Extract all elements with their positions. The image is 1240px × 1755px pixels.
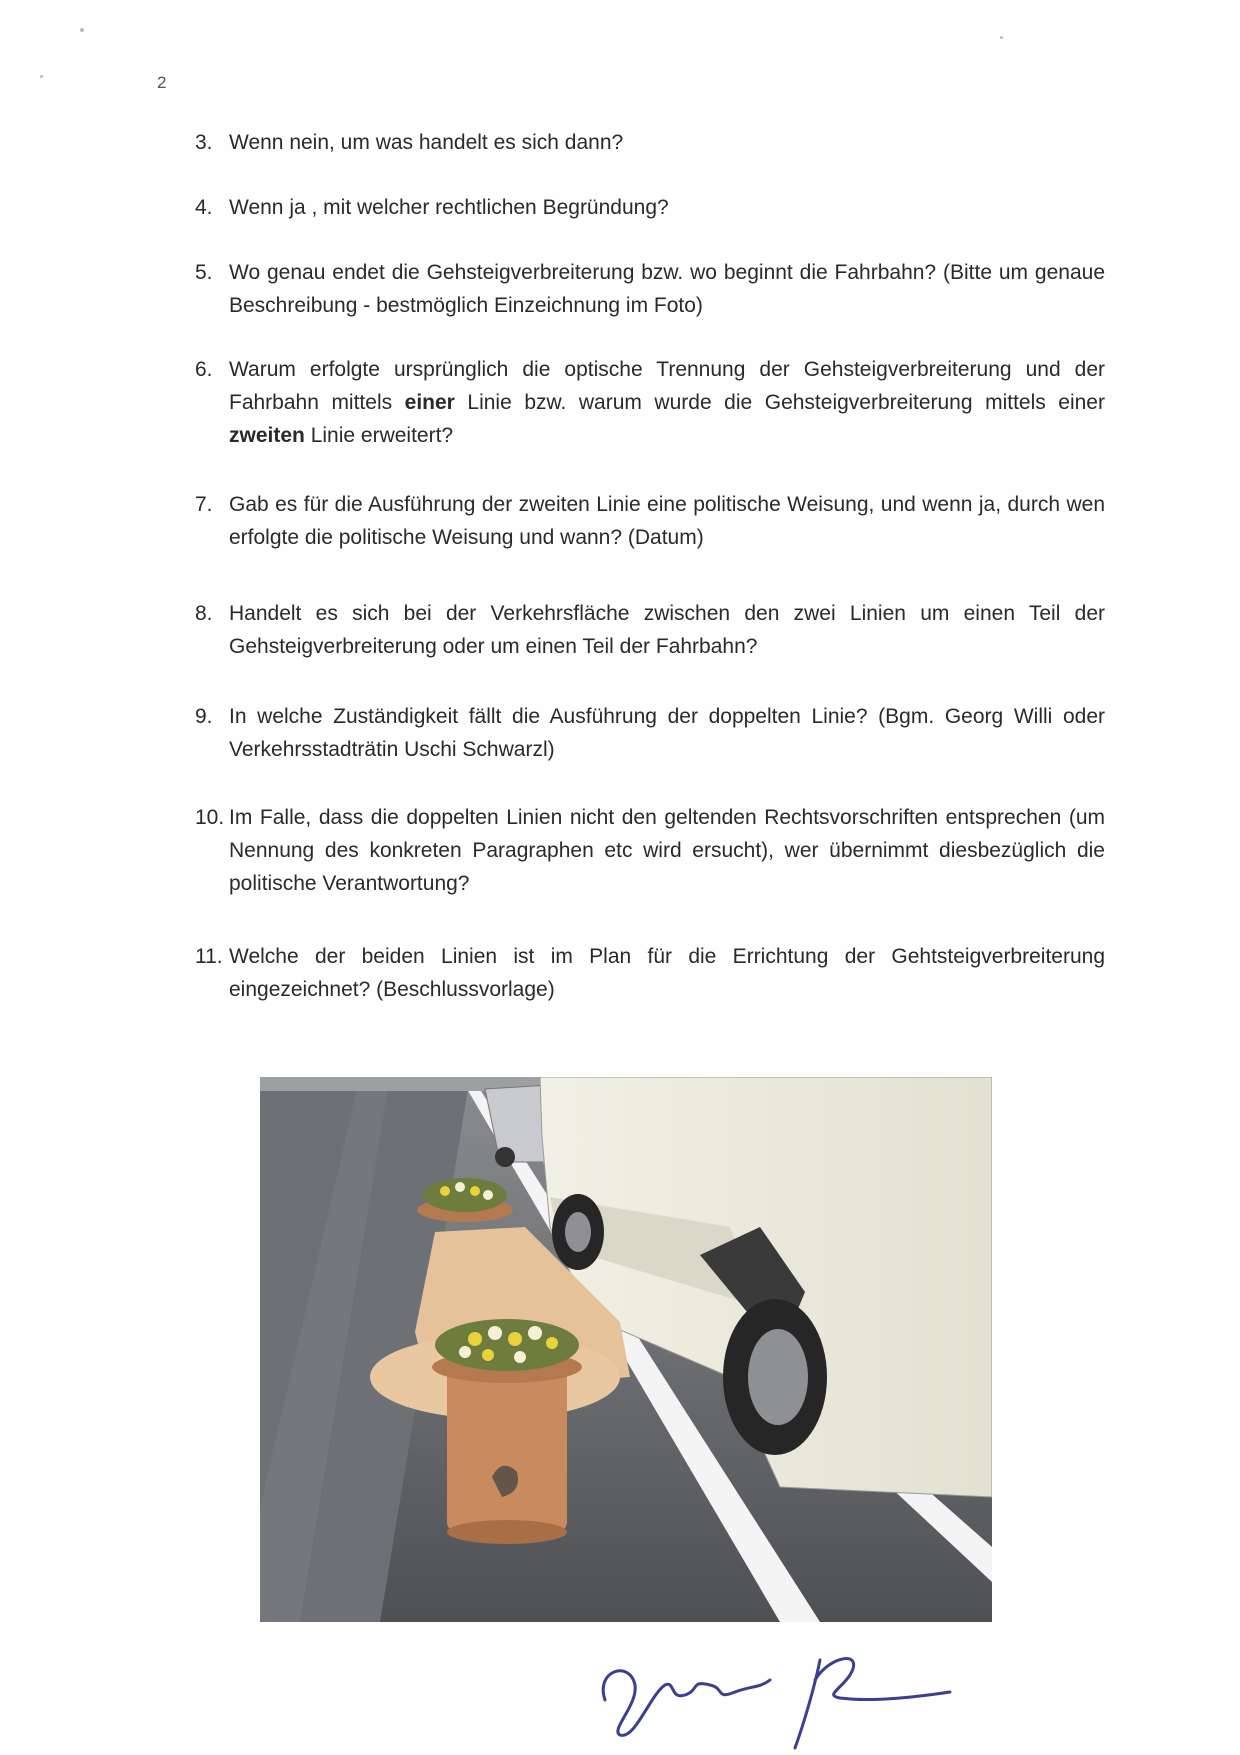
question-text-bold: einer [404, 391, 455, 414]
question-text [229, 191, 1105, 224]
question-item [195, 353, 1105, 452]
question-item [195, 126, 1105, 159]
question-text [229, 597, 1105, 663]
question-item [195, 597, 1105, 663]
question-text-part: Wenn ja , mit welcher rechtlichen Begründung? [229, 196, 669, 219]
planter-base [447, 1520, 567, 1544]
question-text [229, 700, 1105, 766]
question-number: 3. [195, 131, 213, 154]
van-hub [748, 1329, 808, 1425]
street-photo [260, 1077, 992, 1622]
signature-scribble [590, 1640, 970, 1750]
question-text-part: Wo genau endet die Gehsteigverbreiterung bzw. wo beginnt die Fahrbahn? (Bitte um genaue Beschreibung - bestmöglich Einzeichnung im Foto) [229, 261, 1105, 317]
question-number: 10. [195, 806, 225, 829]
question-text-part: Warum erfolgte ursprünglich die optische Trennung der Gehsteigverbreiterung und der Fahrbahn mittels [229, 358, 1105, 414]
question-text [229, 353, 1105, 452]
question-text-part: Linie erweitert? [304, 424, 454, 447]
question-text [229, 126, 1105, 159]
question-number: 7. [195, 493, 213, 516]
scan-speck [40, 75, 43, 78]
scan-speck [1000, 36, 1003, 39]
scan-speck [80, 28, 84, 32]
question-number: 5. [195, 261, 213, 284]
planter-pot [447, 1367, 567, 1532]
question-number: 8. [195, 602, 213, 625]
question-text-part: Im Falle, dass die doppelten Linien nicht den geltenden Rechtsvorschriften entsprechen (um Nennung des konkreten Paragraphen etc wird ersucht), wer übernimmt diesbezüglich die politische Verantwortung? [229, 806, 1105, 895]
question-text-part: Linie bzw. warum wurde die Gehsteigverbreiterung mittels einer [454, 391, 1105, 414]
flowers-small [423, 1178, 507, 1212]
question-item [195, 488, 1105, 554]
question-text-part: Gab es für die Ausführung der zweiten Linie eine politische Weisung, und wenn ja, durch wen erfolgte die politische Weisung und wann? (Datum) [229, 493, 1105, 549]
question-text-part: Handelt es sich bei der Verkehrsfläche zwischen den zwei Linien um einen Teil der Gehsteigverbreiterung oder um einen Teil der Fahrbahn? [229, 602, 1105, 658]
question-text-part: In welche Zuständigkeit fällt die Ausführung der doppelten Linie? (Bgm. Georg Willi oder Verkehrsstadträtin Uschi Schwarzl) [229, 705, 1105, 761]
question-item [195, 801, 1105, 900]
question-item [195, 940, 1105, 1006]
question-text-part: Wenn nein, um was handelt es sich dann? [229, 131, 624, 154]
page-number: 2 [157, 73, 167, 92]
question-text-bold: zweiten [229, 424, 305, 447]
question-number: 11. [195, 945, 223, 968]
signature [590, 1640, 970, 1750]
question-number: 6. [195, 358, 213, 381]
distant-car-wheel [495, 1147, 515, 1167]
question-text [229, 488, 1105, 554]
question-text-part: Welche der beiden Linien ist im Plan für die Errichtung der Gehtsteigverbreiterung eingezeichnet? (Beschlussvorlage) [229, 945, 1105, 1001]
question-item [195, 256, 1105, 322]
question-number: 9. [195, 705, 213, 728]
question-text [229, 940, 1105, 1006]
question-number: 4. [195, 196, 213, 219]
street-photo-drawing [260, 1077, 992, 1622]
question-text [229, 256, 1105, 322]
question-item [195, 191, 1105, 224]
van-front-hub [565, 1212, 591, 1252]
question-item [195, 700, 1105, 766]
question-text [229, 801, 1105, 900]
